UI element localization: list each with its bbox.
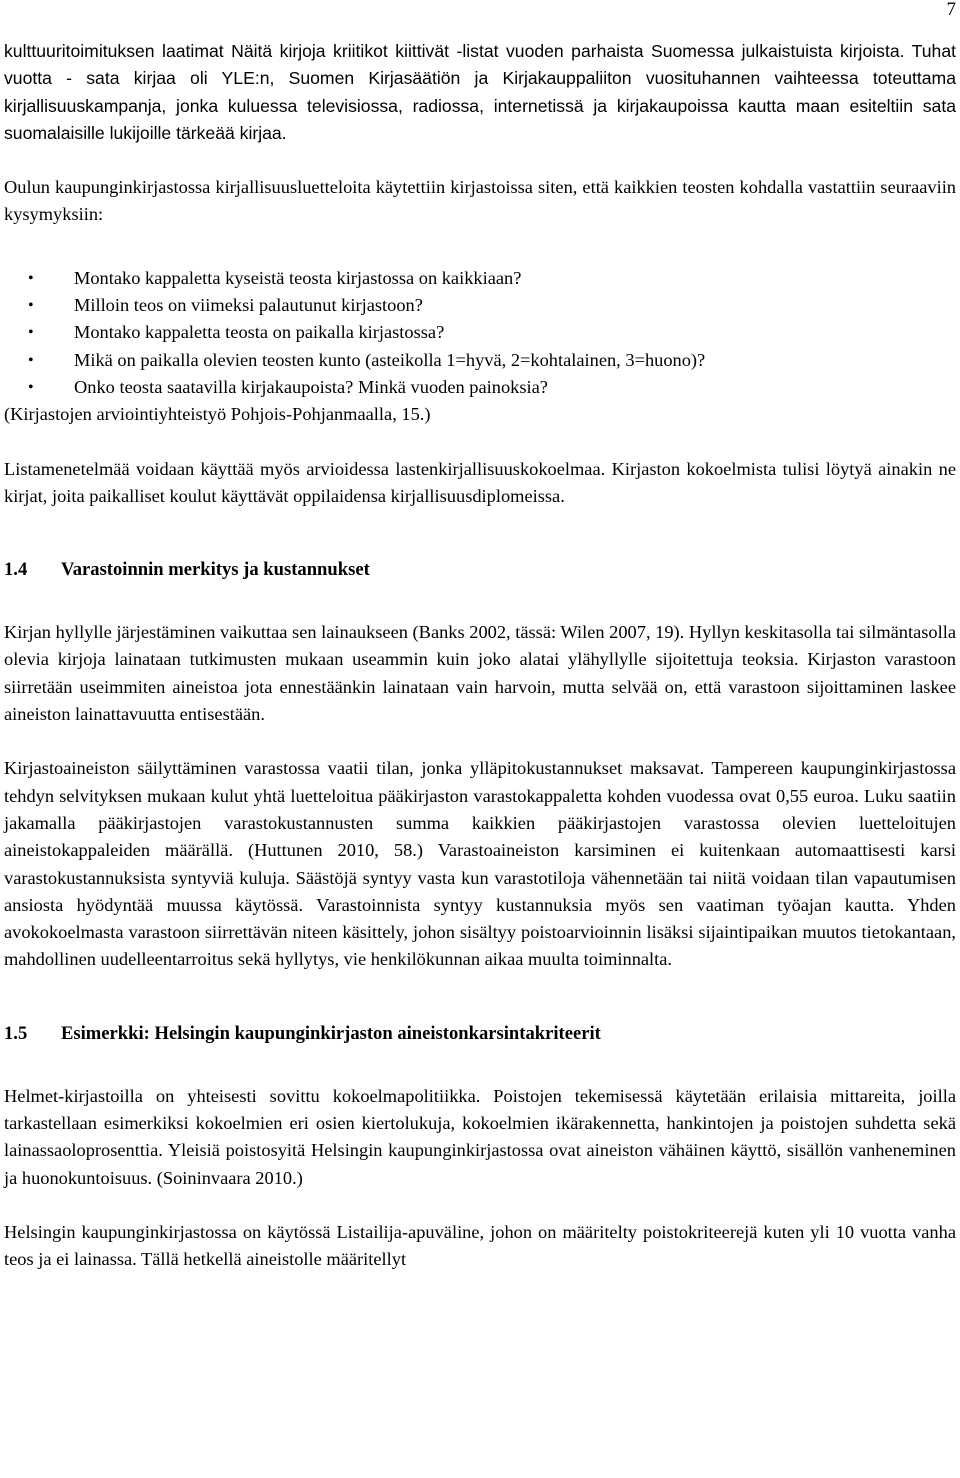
page-number: 7 [946, 0, 956, 20]
paragraph-intro: kulttuuritoimituksen laatimat Näitä kirjoja kriitikot kiittivät -listat vuoden parhaista Suomessa julkaistuista kirjoista. Tuhat vuotta - sata kirjaa oli YLE:n, Suomen Kirjasäätiön ja Kirjakauppaliiton vuosituhannen vaihteessa toteuttama kirjallisuuskampanja, jonka kuluessa televisiossa, radiossa, internetissä ja kirjakaupoissa kautta maan esiteltiin sata suomalaisille lukijoille tärkeää kirjaa. [4, 41, 956, 143]
section-heading-1-5 [4, 1020, 956, 1047]
section-number: 1.4 [4, 559, 28, 581]
paragraph-shelving: Kirjan hyllylle järjestäminen vaikuttaa sen lainaukseen (Banks 2002, tässä: Wilen 2007, 19). Hyllyn keskitasolla tai silmäntasolla olevia kirjoja lainataan tutkimusten mukaan useammin kuin joko alatai ylähyllylle sijoitettuja teoksia. Kirjaston varastoon siirretään useimmiten aineistoa jota ennestäänkin lainataan vain harvoin, mutta selvää on, että varastoon sijoittaminen laskee aineiston lainattavuutta entisestään. [4, 622, 956, 725]
list-item: • Milloin teos on viimeksi palautunut kirjastoon? [4, 292, 956, 319]
list-item: • Montako kappaletta kyseistä teosta kirjastossa on kaikkiaan? [4, 265, 956, 292]
list-item: • Mikä on paikalla olevien teosten kunto (asteikolla 1=hyvä, 2=kohtalainen, 3=huono)? [4, 347, 956, 374]
section-number: 1.5 [4, 1022, 28, 1044]
bullet-icon: • [28, 269, 34, 287]
paragraph-listailija: Helsingin kaupunginkirjastossa on käytössä Listailija-apuväline, johon on määritelty poistokriteerejä kuten yli 10 vuotta vanha teos ja ei lainassa. Tällä hetkellä aineistolle määritellyt [4, 1221, 956, 1270]
paragraph-children: Listamenetelmää voidaan käyttää myös arvioidessa lastenkirjallisuuskokoelmaa. Kirjaston kokoelmista tulisi löytyä ainakin ne kirjat, joita paikalliset koulut käyttävät oppilaidensa kirjallisuusdiplomeissa. [4, 458, 956, 506]
section-title: Varastoinnin merkitys ja kustannukset [61, 559, 370, 581]
bullet-icon: • [28, 324, 34, 342]
document-body [4, 38, 956, 1274]
paragraph-oulu: Oulun kaupunginkirjastossa kirjallisuusluetteloita käytettiin kirjastoissa siten, että kaikkien teosten kohdalla vastattiin seuraaviin kysymyksiin: [4, 177, 956, 225]
bullet-icon: • [28, 378, 34, 396]
citation: (Kirjastojen arviointiyhteistyö Pohjois-Pohjanmaalla, 15.) [4, 404, 431, 425]
section-heading-1-4 [4, 556, 956, 583]
paragraph-storage-costs: Kirjastoaineiston säilyttäminen varastossa vaatii tilan, jonka ylläpitokustannukset maksavat. Tampereen kaupunginkirjastossa tehdyn selvityksen mukaan kulut yhtä luetteloitua pääkirjaston varastokappaletta kohden vuodessa ovat 0,55 euroa. Luku saatiin jakamalla pääkirjastojen varastokustannusten summa kaikkien pääkirjastojen varastossa olevien luetteloitujen aineistokappaleiden määrällä. (Huttunen 2010, 58.) Varastoaineiston karsiminen ei kuitenkaan automaattisesti karsi varastokustannuksista syntyviä kuluja. Säästöjä syntyy vasta kun varastotiloja vähennetään tai niitä voidaan tilan vapautumisen ansiosta hyödyntää muussa käytössä. Varastoinnista syntyy kustannuksia myös sen vaatiman työajan kautta. Yhden avokokoelmasta varastoon siirrettävän niteen käsittely, johon sisältyy poistoarvioinnin lisäksi sijaintipaikan muutos tietokantaan, mahdollinen uudelleentarroitus sekä hyllytys, vie henkilökunnan aikaa muulta toiminnalta. [4, 758, 956, 970]
section-title: Esimerkki: Helsingin kaupunginkirjaston aineistonkarsintakriteerit [61, 1022, 601, 1044]
paragraph-helmet: Helmet-kirjastoilla on yhteisesti sovittu kokoelmapolitiikka. Poistojen tekemisessä käytetään erilaisia mittareita, joilla tarkastellaan esimerkiksi kokoelmien eri osien kiertolukuja, kokoelmien ikärakennetta, hankintojen ja poistojen suhdetta sekä lainassaoloprosenttia. Yleisiä poistosyitä Helsingin kaupunginkirjastossa ovat aineiston vähäinen käyttö, sisällön vanheneminen ja huonokuntoisuus. (Soininvaara 2010.) [4, 1085, 956, 1188]
list-item: • Montako kappaletta teosta on paikalla kirjastossa? [4, 319, 956, 346]
question-list [4, 265, 956, 401]
bullet-icon: • [28, 297, 34, 315]
list-item: • Onko teosta saatavilla kirjakaupoista? Minkä vuoden painoksia? [4, 374, 956, 401]
bullet-icon: • [28, 351, 34, 369]
